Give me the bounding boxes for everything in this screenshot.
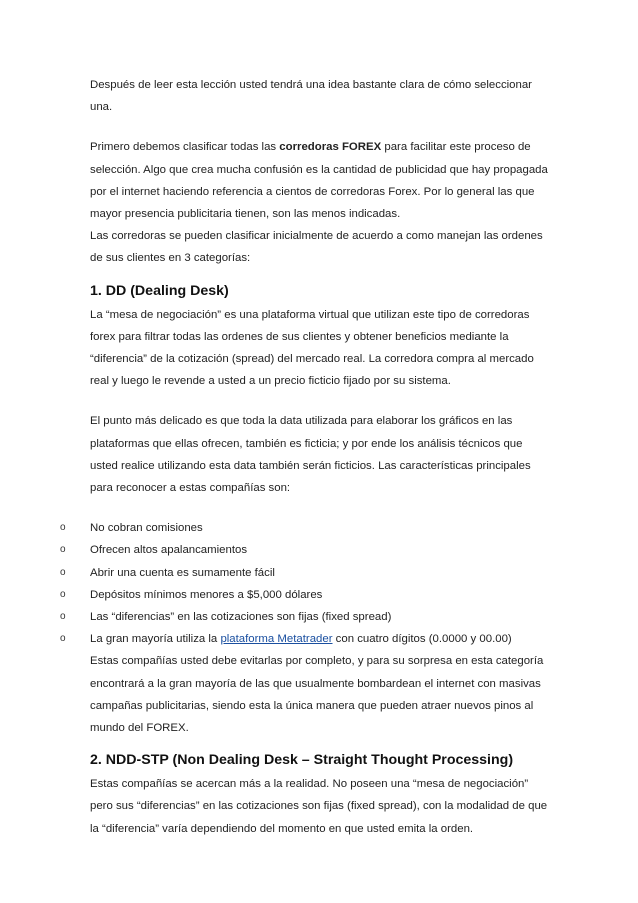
list-item-text: No cobran comisiones [90,522,203,535]
bullet-mark: o [60,611,66,623]
intro-paragraph-1: Después de leer esta lección usted tendrá una idea bastante clara de cómo seleccionar una. [90,79,532,114]
list-item-text-start: La gran mayoría utiliza la [90,633,221,646]
list-item-text-end: con cuatro dígitos (0.0000 y 00.00) [332,633,512,646]
spacer [90,392,552,410]
bullet-mark: o [60,633,66,645]
spacer [90,270,552,280]
bullet-mark: o [60,522,66,534]
section-2-paragraph-1: Estas compañías se acercan más a la realidad. No poseen una “mesa de negociación” pero sus “diferencias” en las cotizaciones son fijas (fixed spread), con la modalidad de que la “diferencia” varía dependiendo del momento en que usted emita la orden. [90,778,548,835]
intro-paragraph-2-end: para facilitar este proceso de selección. Algo que crea mucha confusión es la cantidad de publicidad que hay propagada por el internet haciendo referencia a cientos de corredoras Forex. Por lo general las que mayor presencia publicitaria tienen, son las menos indicadas. [90,141,548,221]
intro-paragraph-3: Las corredoras se pueden clasificar inicialmente de acuerdo a como manejan las ordenes de sus clientes en 3 categorías: [90,230,543,265]
spacer [90,739,552,749]
list-item-text: Depósitos mínimos menores a $5,000 dólares [90,588,323,601]
list-item-text: Ofrecen altos apalancamientos [90,544,248,557]
bullet-mark: o [60,588,66,600]
section-1-paragraph-1: La “mesa de negociación” es una plataforma virtual que utilizan este tipo de corredoras forex para filtrar todas las ordenes de sus clientes y obtener beneficios mediante la “diferencia” de la cotización (spread) del mercado real. La corredora compra al mercado real y luego le revende a usted a un precio ficticio fijado por su sistema. [90,308,534,388]
section-1-heading: 1. DD (Dealing Desk) [90,282,229,299]
list-item [60,517,552,539]
forex-brokers-bold: corredoras FOREX [279,141,382,154]
list-item-text: Las “diferencias” en las cotizaciones son fijas (fixed spread) [90,611,392,624]
list-item [60,606,552,628]
bullet-mark: o [60,544,66,556]
characteristics-list [60,517,552,650]
metatrader-platform-link[interactable]: plataforma Metatrader [220,633,333,646]
section-1-paragraph-3: Estas compañías usted debe evitarlas por completo, y para su sorpresa en esta categoría encontrará a la gran mayoría de las que usualmente bombardean el internet con masivas campañas publicitarias, siendo esta la única manera que pueden atraer nuevos pinos al mundo del FOREX. [90,655,544,735]
list-item [60,584,552,606]
intro-paragraph-2-start: Primero debemos clasificar todas las [90,141,280,154]
section-2-heading: 2. NDD-STP (Non Dealing Desk – Straight Thought Processing) [90,752,514,769]
intro-paragraph-2 [90,136,552,225]
section-1-paragraph-2: El punto más delicado es que toda la data utilizada para elaborar los gráficos en las plataformas que ellas ofrecen, también es ficticia; y por ende los análisis técnicos que usted realice utilizando esta data también serán ficticios. Las características principales para reconocer a estas compañías son: [90,415,531,495]
spacer [90,118,552,136]
list-item [60,628,552,650]
list-item [60,539,552,561]
spacer [90,499,552,517]
list-item-text: Abrir una cuenta es sumamente fácil [90,566,275,579]
list-item [60,562,552,584]
bullet-mark: o [60,566,66,578]
document-page [60,74,552,840]
